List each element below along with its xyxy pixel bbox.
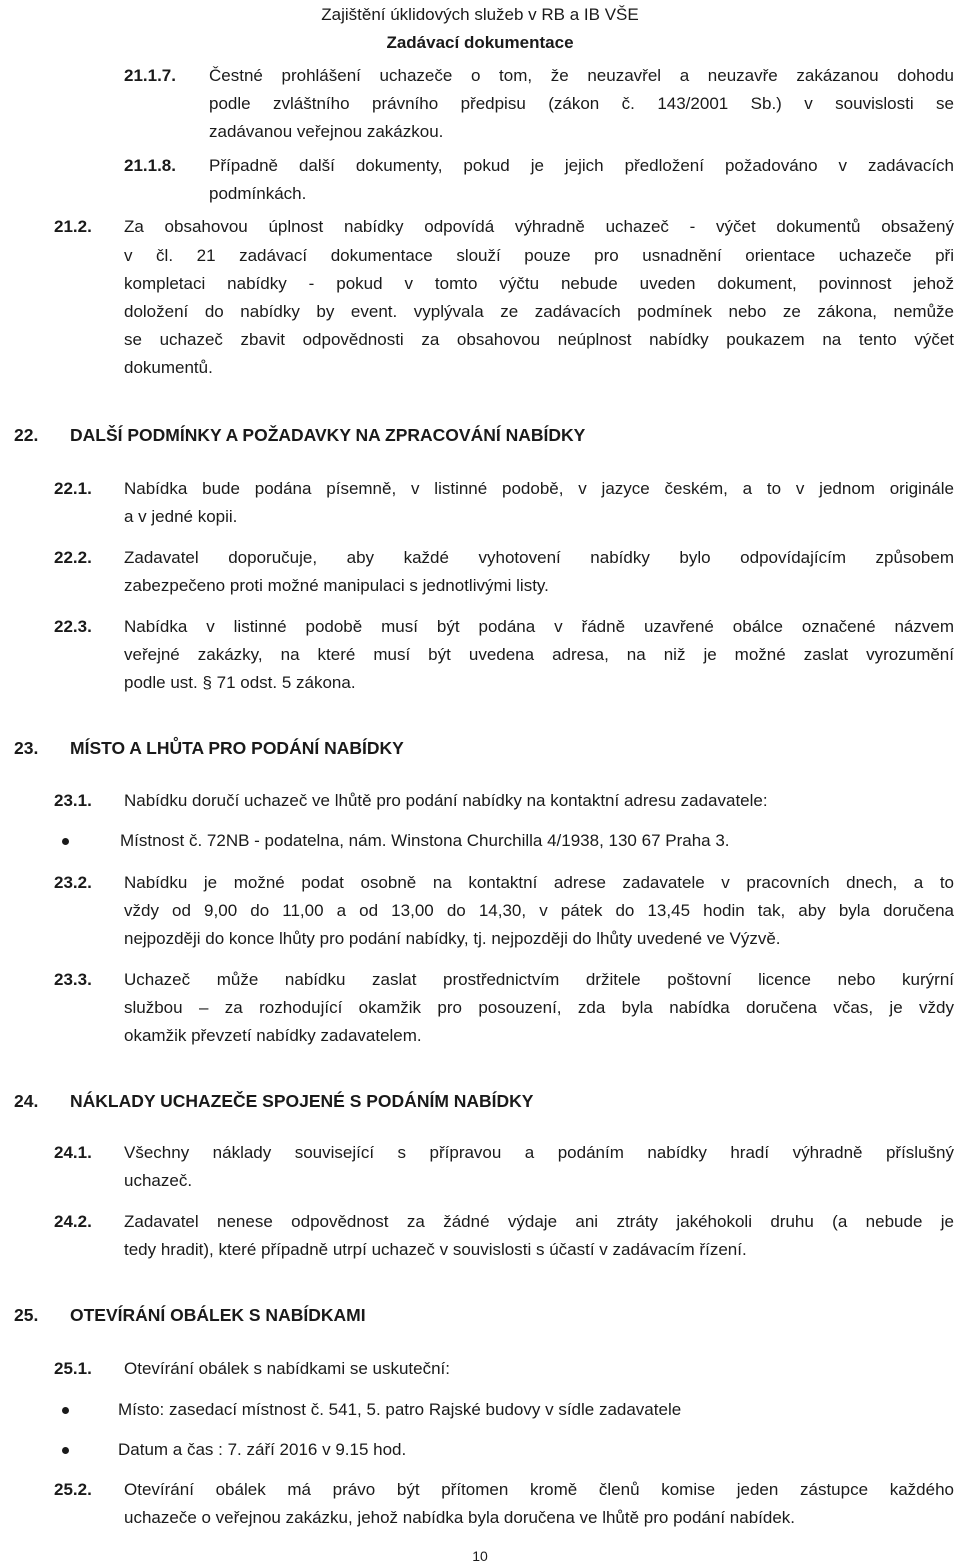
item-number: 22.3.: [54, 617, 92, 636]
list-item-text: Místnost č. 72NB - podatelna, nám. Winstona Churchilla 4/1938, 130 67 Praha 3.: [120, 831, 730, 850]
text-line: Otevírání obálek má právo být přítomen kromě členů komise jeden zástupce každého: [124, 1480, 954, 1499]
text-line: podmínkách.: [209, 184, 307, 203]
item-number: 22.1.: [54, 479, 92, 498]
section-title: OTEVÍRÁNÍ OBÁLEK S NABÍDKAMI: [70, 1305, 366, 1325]
item-text: [124, 869, 954, 953]
text-line: Otevírání obálek s nabídkami se uskuteční:: [124, 1359, 451, 1378]
list-item: [62, 1396, 942, 1424]
text-line: dokumentů.: [124, 358, 213, 377]
item-number: 24.2.: [54, 1212, 92, 1231]
item-text: [124, 966, 954, 1050]
list-item-text: Datum a čas : 7. září 2016 v 9.15 hod.: [118, 1440, 407, 1459]
item-text: [209, 152, 954, 208]
item-number: 25.2.: [54, 1480, 92, 1499]
text-line: Nabídku je možné podat osobně na kontaktní adrese zadavatele v pracovních dnech, a to: [124, 873, 954, 892]
text-line: Nabídku doručí uchazeč ve lhůtě pro podání nabídky na kontaktní adresu zadavatele:: [124, 791, 768, 810]
item-number: 24.1.: [54, 1143, 92, 1162]
text-line: Zadavatel nenese odpovědnost za žádné výdaje ani ztráty jakéhokoli druhu (a nebude je: [124, 1212, 954, 1231]
text-line: zadávanou veřejnou zakázkou.: [209, 122, 444, 141]
item-number: 21.1.7.: [124, 66, 176, 85]
item-number: 23.2.: [54, 873, 92, 892]
section-heading-22: [14, 421, 914, 449]
list-item: [62, 1436, 942, 1464]
section-title: DALŠÍ PODMÍNKY A POŽADAVKY NA ZPRACOVÁNÍ NABÍDKY: [70, 425, 586, 445]
section-title: MÍSTO A LHŮTA PRO PODÁNÍ NABÍDKY: [70, 738, 404, 758]
text-line: Všechny náklady související s přípravou a podáním nabídky hradí výhradně příslušný: [124, 1143, 954, 1162]
text-line: Nabídka bude podána písemně, v listinné podobě, v jazyce českém, a to v jednom originále: [124, 479, 954, 498]
page-number: 10: [472, 1548, 488, 1564]
item-text: [124, 1355, 954, 1383]
item-number: 21.2.: [54, 217, 92, 236]
text-line: Čestné prohlášení uchazeče o tom, že neuzavřel a neuzavře zakázanou dohodu: [209, 66, 954, 85]
section-heading-23: [14, 734, 914, 762]
bullet-icon: [62, 838, 69, 845]
list-item-text: Místo: zasedací místnost č. 541, 5. patro Rajské budovy v sídle zadavatele: [118, 1400, 682, 1419]
item-number: 25.1.: [54, 1359, 92, 1378]
item-text: [124, 1476, 954, 1532]
section-title: NÁKLADY UCHAZEČE SPOJENÉ S PODÁNÍM NABÍDKY: [70, 1091, 534, 1111]
section-number: 25.: [14, 1305, 39, 1325]
item-text: [124, 1208, 954, 1264]
text-line: zabezpečeno proti možné manipulaci s jednotlivými listy.: [124, 576, 549, 595]
text-line: v čl. 21 zadávací dokumentace slouží pouze pro usnadnění orientace uchazeče při: [124, 246, 954, 265]
item-number: 23.1.: [54, 791, 92, 810]
item-number: 21.1.8.: [124, 156, 176, 175]
bullet-icon: [62, 1447, 69, 1454]
item-text: [124, 787, 954, 815]
text-line: se uchazeč zbavit odpovědnosti za obsahovou neúplnost nabídky poukazem na tento výčet: [124, 330, 954, 349]
text-line: kompletaci nabídky - pokud v tomto výčtu nebude uveden dokument, povinnost jehož: [124, 274, 954, 293]
text-line: službou – za rozhodující okamžik pro posouzení, zda byla nabídka doručena včas, je vždy: [124, 998, 954, 1017]
text-line: podle ust. § 71 odst. 5 zákona.: [124, 673, 356, 692]
bullet-icon: [62, 1407, 69, 1414]
item-text: [124, 1139, 954, 1195]
item-text: [124, 242, 954, 382]
section-number: 23.: [14, 738, 39, 758]
item-text: [124, 544, 954, 600]
text-line: vždy od 9,00 do 11,00 a od 13,00 do 14,30, v pátek do 13,45 hodin tak, aby byla doručena: [124, 901, 954, 920]
text-line: podle zvláštního právního předpisu (zákon č. 143/2001 Sb.) v souvislosti se: [209, 94, 954, 113]
list-item: [62, 827, 942, 855]
text-line: doložení do nabídky by event. vyplývala ze zadávacích podmínek nebo ze zákona, nemůže: [124, 302, 954, 321]
item-number: 22.2.: [54, 548, 92, 567]
item-text: [124, 475, 954, 531]
text-line: veřejné zakázky, na které musí být uvedena adresa, na niž je možné zaslat vyrozumění: [124, 645, 954, 664]
text-line: Nabídka v listinné podobě musí být podána v řádně uzavřené obálce označené názvem: [124, 617, 954, 636]
text-line: nejpozději do konce lhůty pro podání nabídky, tj. nejpozději do lhůty uvedené ve Výzvě.: [124, 929, 781, 948]
text-line: tedy hradit), které případně utrpí uchazeč v souvislosti s účastí v zadávacím řízení.: [124, 1240, 747, 1259]
section-number: 24.: [14, 1091, 39, 1111]
text-line: Případně další dokumenty, pokud je jejich předložení požadováno v zadávacích: [209, 156, 954, 175]
header-subtitle: Zadávací dokumentace: [386, 33, 574, 52]
section-number: 22.: [14, 425, 39, 445]
item-text: [124, 213, 954, 241]
text-line: okamžik převzetí nabídky zadavatelem.: [124, 1026, 422, 1045]
text-line: uchazeče o veřejnou zakázku, jehož nabídka byla doručena ve lhůtě pro podání nabídek.: [124, 1508, 796, 1527]
text-line: Uchazeč může nabídku zaslat prostřednictvím držitele poštovní licence nebo kurýrní: [124, 970, 954, 989]
section-heading-24: [14, 1087, 914, 1115]
item-number: 23.3.: [54, 970, 92, 989]
text-line: Za obsahovou úplnost nabídky odpovídá výhradně uchazeč - výčet dokumentů obsažený: [124, 217, 954, 236]
header-title: Zajištění úklidových služeb v RB a IB VŠE: [321, 5, 639, 24]
text-line: a v jedné kopii.: [124, 507, 238, 526]
item-text: [209, 62, 954, 146]
text-line: Zadavatel doporučuje, aby každé vyhotovení nabídky bylo odpovídajícím způsobem: [124, 548, 954, 567]
section-heading-25: [14, 1301, 914, 1329]
text-line: uchazeč.: [124, 1171, 193, 1190]
item-text: [124, 613, 954, 697]
